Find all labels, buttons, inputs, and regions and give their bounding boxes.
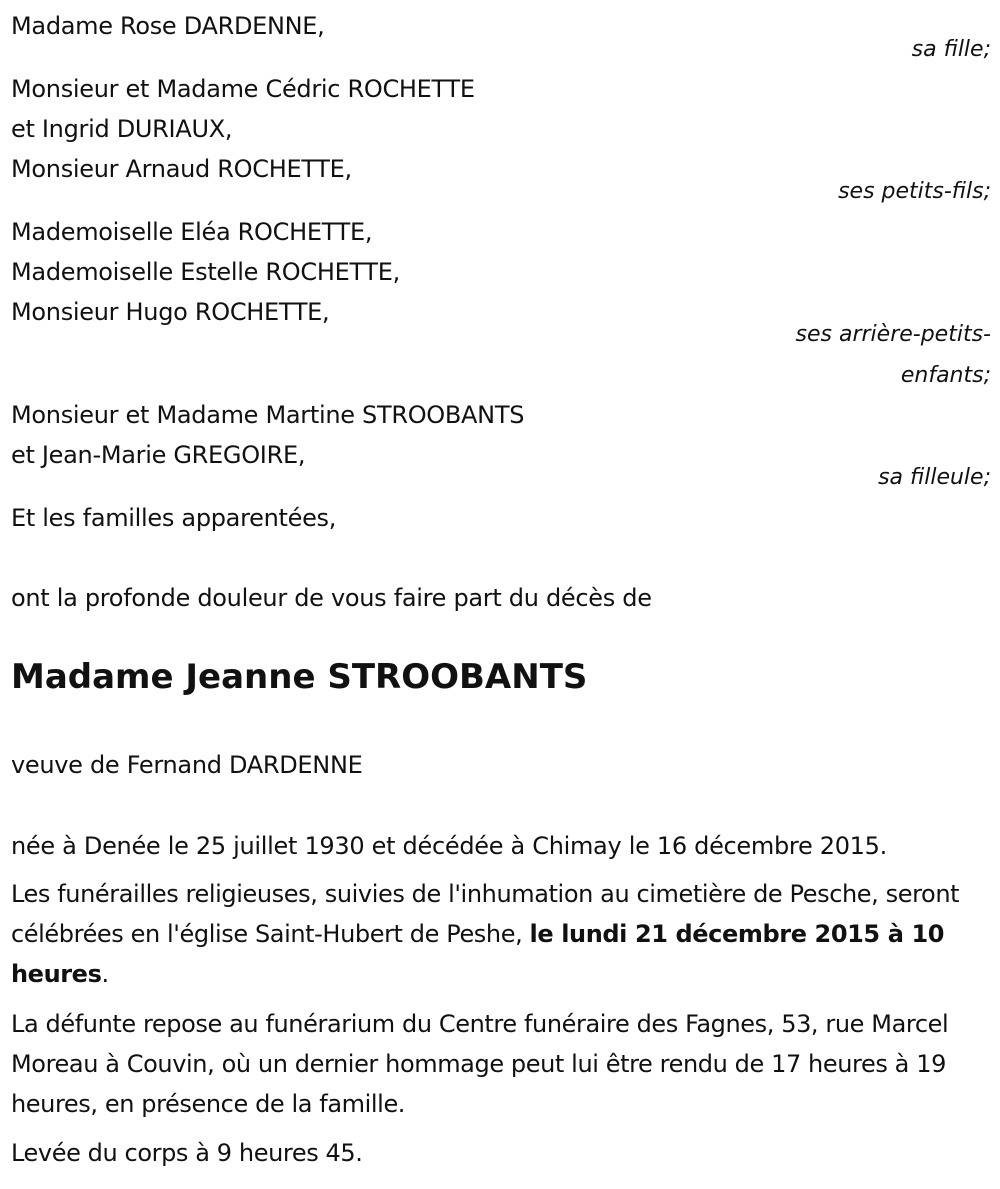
family-name-line: Madame Rose DARDENNE,	[11, 12, 325, 40]
relation-label-goddaughter: sa filleule;	[878, 465, 991, 490]
family-name-line: Monsieur Arnaud ROCHETTE,	[11, 155, 352, 183]
funeral-paragraph	[11, 874, 996, 994]
family-name-line: Monsieur Hugo ROCHETTE,	[11, 298, 330, 326]
deceased-name: Madame Jeanne STROOBANTS	[11, 657, 588, 697]
family-closing-text: Et les familles apparentées,	[11, 504, 337, 532]
visitation-paragraph: La défunte repose au funérarium du Centre funéraire des Fagnes, 53, rue Marcel Moreau à Couvin, où un dernier hommage peut lui être rendu de 17 heures à 19 heures, en présence de la famille.	[11, 1010, 949, 1118]
family-name-line: Mademoiselle Estelle ROCHETTE,	[11, 258, 400, 286]
family-group-goddaughter	[11, 395, 991, 475]
birth-death-text: née à Denée le 25 juillet 1930 et décédée à Chimay le 16 décembre 2015.	[11, 832, 887, 860]
family-group-grandsons	[11, 69, 991, 189]
funeral-date: le lundi 21 décembre 2015 à 10 heures	[11, 920, 945, 988]
family-group-daughter	[11, 6, 991, 46]
removal-paragraph: Levée du corps à 9 heures 45.	[11, 1139, 363, 1167]
family-group-great-grandchildren	[11, 212, 991, 332]
family-name-line: et Jean-Marie GREGOIRE,	[11, 441, 306, 469]
family-name-line: Monsieur et Madame Martine STROOBANTS	[11, 401, 525, 429]
family-closing	[11, 498, 991, 538]
family-name-line: et Ingrid DURIAUX,	[11, 115, 233, 143]
birth-death	[11, 826, 991, 866]
family-name-line: Mademoiselle Eléa ROCHETTE,	[11, 218, 373, 246]
widow-of-text: veuve de Fernand DARDENNE	[11, 751, 363, 779]
relation-label-daughter: sa fille;	[911, 37, 991, 62]
announcement-text: ont la profonde douleur de vous faire part du décès de	[11, 584, 652, 612]
relation-label-great-grandchildren-2: enfants;	[900, 363, 991, 388]
family-name-line: Monsieur et Madame Cédric ROCHETTE	[11, 75, 475, 103]
announcement	[11, 578, 991, 618]
widow-of	[11, 745, 991, 785]
relation-label-grandsons: ses petits-fils;	[838, 179, 991, 204]
relation-label-great-grandchildren-1: ses arrière-petits-	[795, 322, 991, 347]
funeral-text: Les funérailles religieuses, suivies de l'inhumation au cimetière de Pesche, seront célébrées en l'église Saint-Hubert de Peshe,	[11, 880, 960, 948]
funeral-text-end: .	[101, 960, 109, 988]
